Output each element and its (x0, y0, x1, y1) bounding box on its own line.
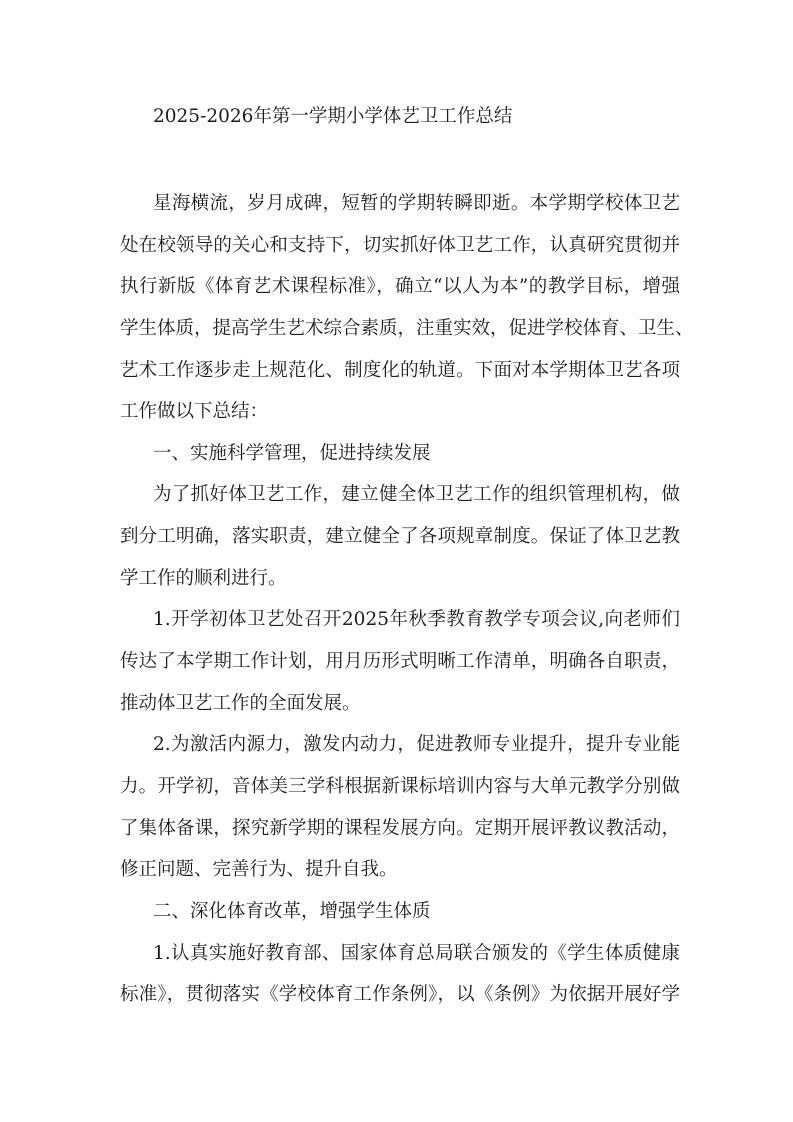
text-line: 力。开学初，音体美三学科根据新课标培训内容与大单元教学分别做 (120, 775, 680, 797)
text-line: 1.认真实施好教育部、国家体育总局联合颁发的《学生体质健康 (153, 942, 680, 964)
text-line: 工作做以下总结： (120, 401, 269, 423)
text-line: 艺术工作逐步走上规范化、制度化的轨道。下面对本学期体卫艺各项 (120, 359, 680, 381)
text-line: 传达了本学期工作计划，用月历形式明晰工作清单，明确各自职责， (120, 651, 680, 673)
text-line: 学生体质，提高学生艺术综合素质，注重实效，促进学校体育、卫生、 (120, 317, 694, 339)
text-line: 标准》，贯彻落实《学校体育工作条例》，以《条例》为依据开展好学 (120, 984, 680, 1006)
text-line: 到分工明确，落实职责，建立健全了各项规章制度。保证了体卫艺教 (120, 526, 680, 548)
text-line: 2.为激活内源力，激发内动力，促进教师专业提升，提升专业能 (153, 734, 680, 756)
text-line: 为了抓好体卫艺工作，建立健全体卫艺工作的组织管理机构，做 (153, 484, 680, 506)
text-line: 二、深化体育改革，增强学生体质 (153, 900, 431, 922)
document-title: 2025-2026年第一学期小学体艺卫工作总结 (153, 106, 513, 127)
text-line: 执行新版《体育艺术课程标准》，确立“以人为本”的教学目标，增强 (120, 276, 680, 298)
text-line: 一、实施科学管理，促进持续发展 (153, 442, 431, 464)
text-line: 修正问题、完善行为、提升自我。 (120, 859, 398, 881)
text-line: 学工作的顺利进行。 (120, 567, 287, 589)
text-line: 推动体卫艺工作的全面发展。 (120, 692, 361, 714)
text-line: 处在校领导的关心和支持下，切实抓好体卫艺工作，认真研究贯彻并 (120, 234, 680, 256)
text-line: 1.开学初体卫艺处召开2025年秋季教育教学专项会议,向老师们 (153, 609, 680, 631)
text-line: 了集体备课，探究新学期的课程发展方向。定期开展评教议教活动， (120, 817, 680, 839)
text-line: 星海横流，岁月成碑，短暂的学期转瞬即逝。本学期学校体卫艺 (153, 193, 680, 214)
document-body (120, 183, 694, 1016)
